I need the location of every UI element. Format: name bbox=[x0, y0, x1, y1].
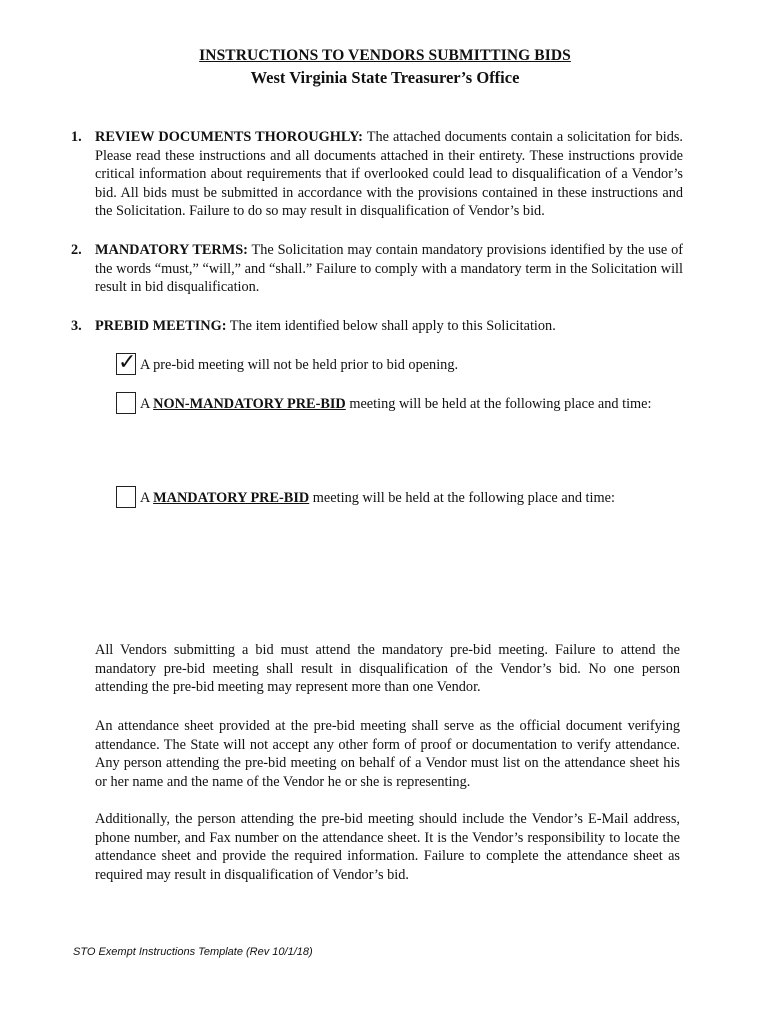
label-highlight: NON-MANDATORY PRE-BID bbox=[153, 396, 346, 412]
section-heading: MANDATORY TERMS: bbox=[95, 242, 248, 258]
no-meeting-checkbox[interactable] bbox=[116, 350, 137, 375]
section-text: The attached documents contain a solicitation for bids. Please read these instructions and all documents attached in their entirety. These instructions provide critical information about requirements that if overlooked could lead to disqualification of a Vendor’s bid. All bids must be submitted in accordance with the provisions contained in these instructions and the Solicitation. Failure to do so may result in disqualification of Vendor’s bid. bbox=[95, 129, 683, 220]
label-prefix: A bbox=[140, 396, 154, 412]
paragraph-contact-info: Additionally, the person attending the pre-bid meeting should include the Vendor’s E-Mail address, phone number, and Fax number on the attendance sheet. It is the Vendor’s responsibility to locate the attendance sheet and provide the required information. Failure to complete the attendance sheet as required may result in disqualification of Vendor’s bid. bbox=[95, 811, 680, 883]
document-title: INSTRUCTIONS TO VENDORS SUBMITTING BIDS bbox=[199, 47, 571, 64]
section-text: The Solicitation may contain mandatory provisions identified by the use of the words “must,” “will,” and “shall.” Failure to comply with a mandatory term in the Solicitation will result in bid disqualification. bbox=[95, 242, 683, 296]
label-suffix: meeting will be held at the following place and time: bbox=[345, 396, 652, 412]
section-number: 3. bbox=[71, 318, 82, 334]
non-mandatory-label bbox=[140, 395, 651, 413]
label-highlight: MANDATORY PRE-BID bbox=[153, 490, 310, 506]
no-meeting-label: A pre-bid meeting will not be held prior to bid opening. bbox=[140, 357, 459, 373]
section-mandatory-terms bbox=[71, 241, 683, 297]
paragraph-attendance-sheet: An attendance sheet provided at the pre-bid meeting shall serve as the official document verifying attendance. The State will not accept any other form of proof or documentation to verify attendance. Any person attending the pre-bid meeting on behalf of a Vendor must list on the attendance sheet his or her name and the name of the Vendor he or she is representing. bbox=[95, 718, 680, 790]
section-heading: REVIEW DOCUMENTS THOROUGHLY: bbox=[95, 129, 363, 145]
non-mandatory-checkbox[interactable] bbox=[116, 392, 136, 414]
mandatory-checkbox[interactable] bbox=[116, 486, 136, 508]
section-review-documents bbox=[71, 128, 683, 221]
label-suffix: meeting will be held at the following place and time: bbox=[309, 490, 615, 506]
paragraph-attendance-requirement: All Vendors submitting a bid must attend the mandatory pre-bid meeting. Failure to attend the mandatory pre-bid meeting shall result in disqualification of the Vendor’s bid. No one person attending the pre-bid meeting may represent more than one Vendor. bbox=[95, 642, 680, 696]
section-text: The item identified below shall apply to this Solicitation. bbox=[226, 318, 556, 334]
label-prefix: A bbox=[140, 490, 154, 506]
section-number: 1. bbox=[71, 129, 82, 145]
section-number: 2. bbox=[71, 242, 82, 258]
checkmark-icon: ✓ bbox=[118, 350, 137, 375]
document-subtitle: West Virginia State Treasurer’s Office bbox=[250, 68, 520, 87]
mandatory-label bbox=[140, 489, 615, 507]
section-prebid-meeting bbox=[71, 317, 683, 336]
footer-template-label: STO Exempt Instructions Template (Rev 10/1/18) bbox=[73, 946, 313, 958]
section-heading: PREBID MEETING: bbox=[95, 318, 227, 334]
